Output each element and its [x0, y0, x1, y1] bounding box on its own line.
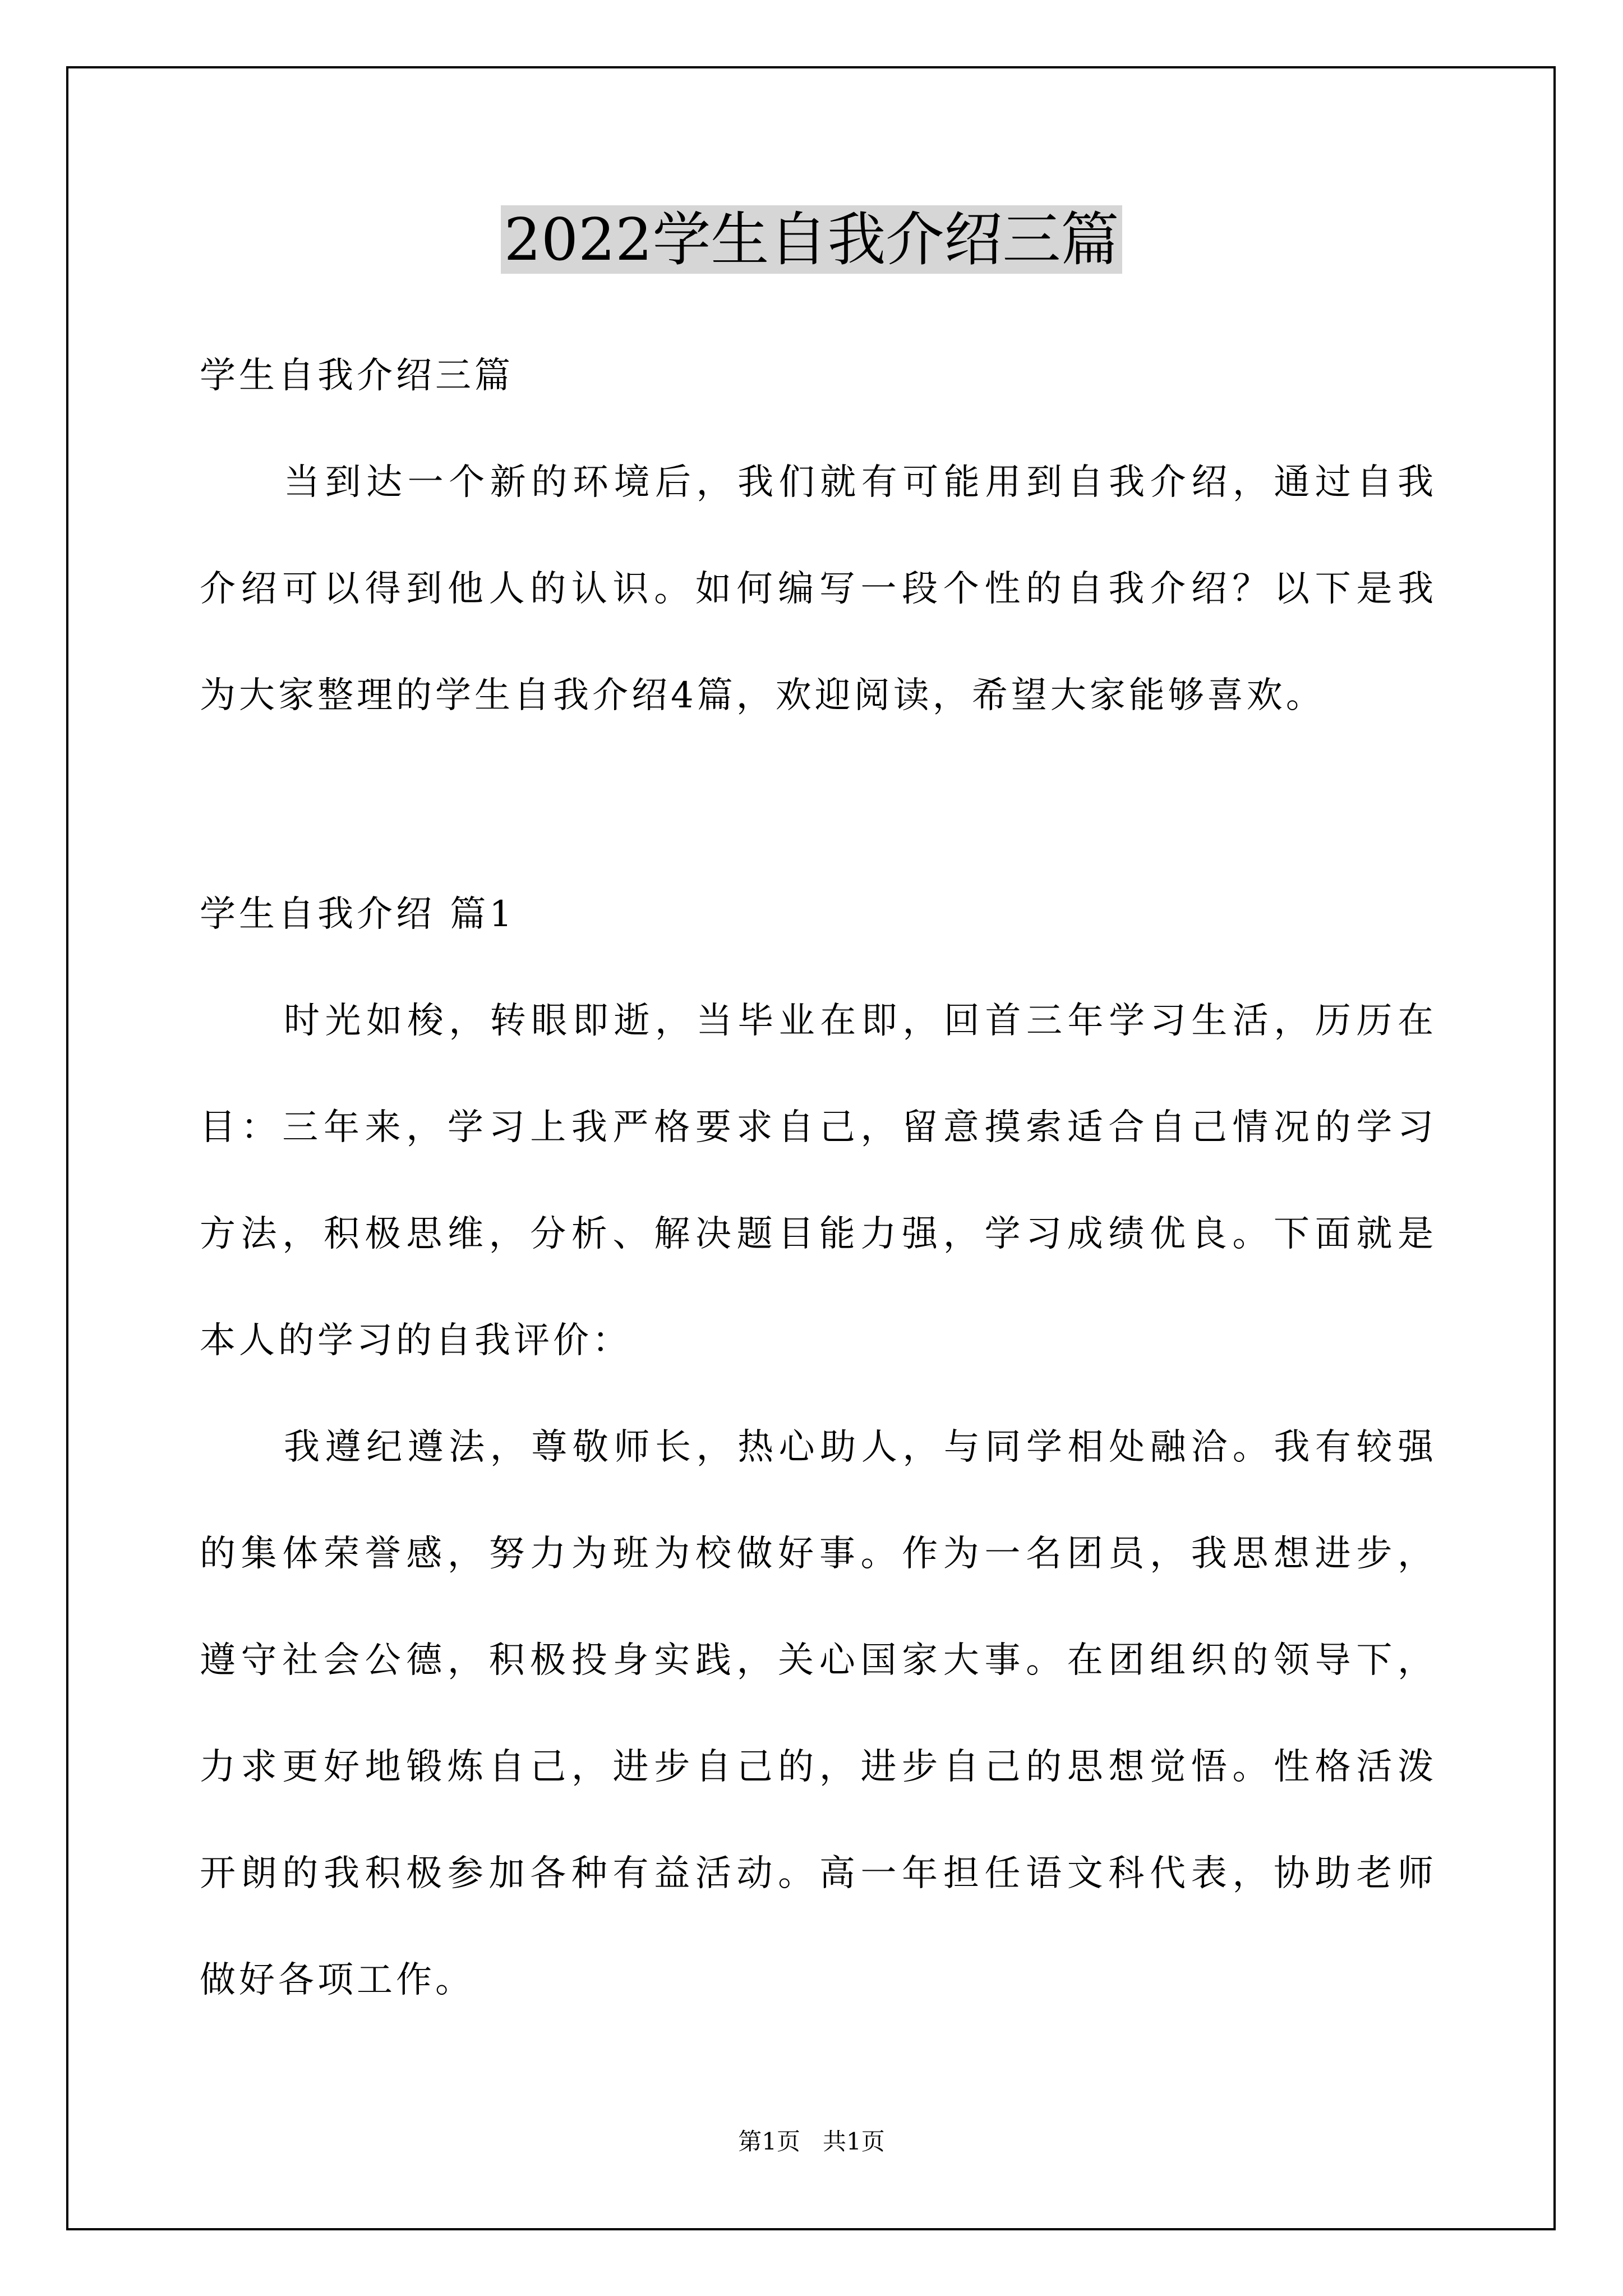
paragraph-line: 本人的学习的自我评价：	[200, 1320, 631, 1361]
paragraph-line: 力求更好地锻炼自己，进步自己的，进步自己的思想觉悟。性格活泼	[200, 1746, 1433, 1788]
document-title	[0, 197, 1623, 282]
page-footer: 第1页 共1页	[738, 2128, 885, 2155]
intro-line: 当到达一个新的环境后，我们就有可能用到自我介绍，通过自我	[284, 462, 1433, 503]
paragraph-line: 我遵纪遵法，尊敬师长，热心助人，与同学相处融洽。我有较强	[284, 1427, 1433, 1468]
section-heading: 学生自我介绍 篇1	[200, 894, 516, 935]
paragraph-line: 方法，积极思维，分析、解决题目能力强，学习成绩优良。下面就是	[200, 1213, 1433, 1255]
document-title-text: 2022学生自我介绍三篇	[501, 205, 1123, 274]
paragraph-line: 目：三年来，学习上我严格要求自己，留意摸索适合自己情况的学习	[200, 1107, 1433, 1148]
paragraph-line: 做好各项工作。	[200, 1959, 474, 2001]
intro-line: 为大家整理的学生自我介绍4篇，欢迎阅读，希望大家能够喜欢。	[200, 675, 1325, 716]
paragraph-line: 时光如梭，转眼即逝，当毕业在即，回首三年学习生活，历历在	[284, 1000, 1433, 1042]
subtitle: 学生自我介绍三篇	[200, 355, 514, 397]
paragraph-line: 的集体荣誉感，努力为班为校做好事。作为一名团员，我思想进步，	[200, 1533, 1433, 1575]
paragraph-line: 开朗的我积极参加各种有益活动。高一年担任语文科代表，协助老师	[200, 1853, 1433, 1894]
intro-line: 介绍可以得到他人的认识。如何编写一段个性的自我介绍？以下是我	[200, 568, 1433, 610]
paragraph-line: 遵守社会公德，积极投身实践，关心国家大事。在团组织的领导下，	[200, 1640, 1433, 1681]
